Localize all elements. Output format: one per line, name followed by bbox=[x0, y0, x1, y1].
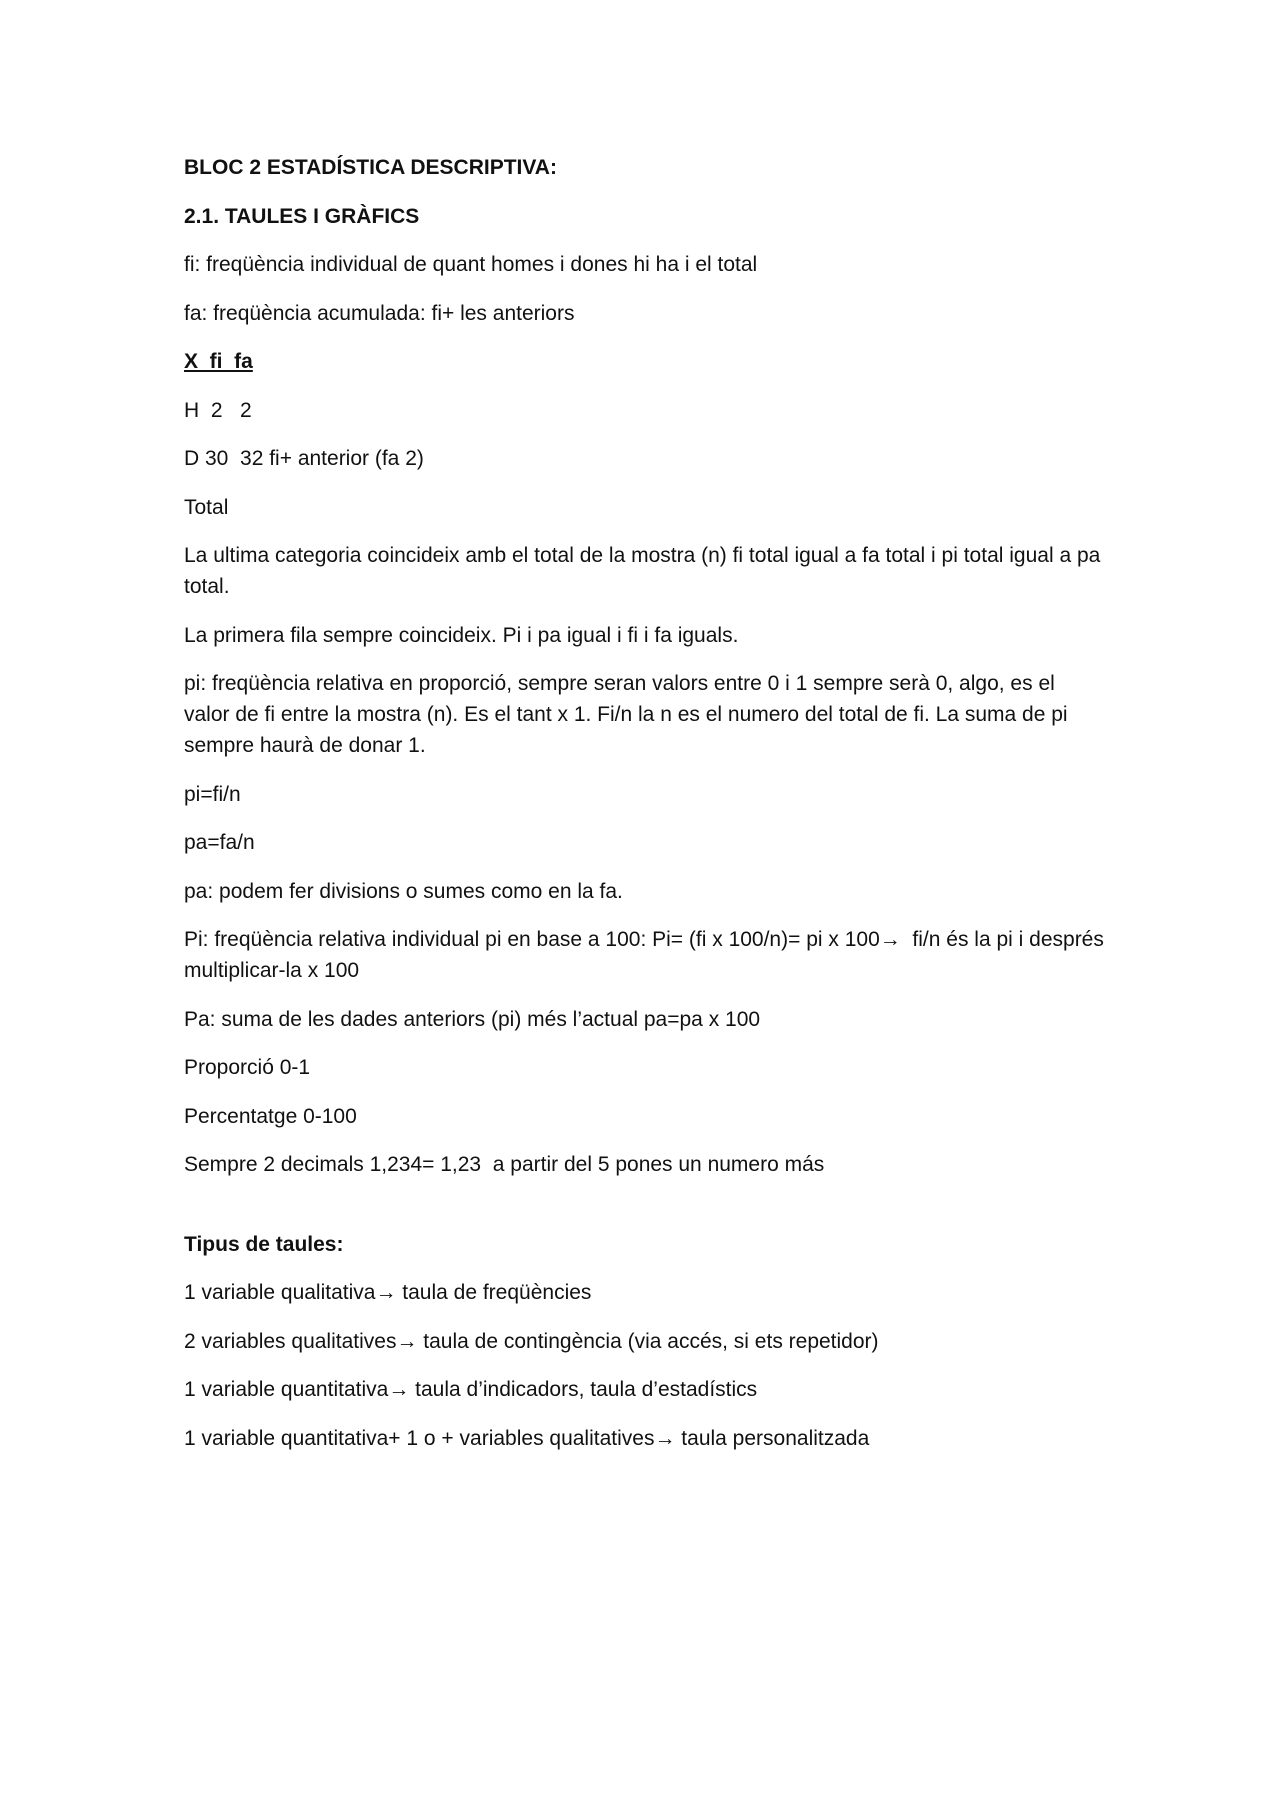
arrow-icon: → bbox=[396, 1329, 418, 1353]
list-item bbox=[184, 1423, 1104, 1454]
list-item-right: taula d’indicadors, taula d’estadístics bbox=[409, 1378, 758, 1401]
paragraph-pi-percent bbox=[184, 924, 1110, 986]
list-item-left: 1 variable quantitativa bbox=[184, 1378, 389, 1401]
list-item bbox=[184, 1326, 1104, 1357]
table-row-total: Total bbox=[184, 495, 229, 519]
paragraph-pa-percent: Pa: suma de les dades anteriors (pi) més l’actual pa=pa x 100 bbox=[184, 1007, 761, 1031]
arrow-icon: → bbox=[388, 1378, 410, 1401]
paragraph-first-row: La primera fila sempre coincideix. Pi i pa igual i fi i fa iguals. bbox=[184, 623, 739, 647]
list-item-right: taula de freqüències bbox=[396, 1281, 592, 1304]
table-row-d: D 30 32 fi+ anterior (fa 2) bbox=[184, 447, 424, 470]
table-row-h: H 2 2 bbox=[184, 398, 252, 422]
list-item-right: taula personalitzada bbox=[675, 1426, 870, 1450]
paragraph-last-category: La ultima categoria coincideix amb el total de la mostra (n) fi total igual a fa total i pi total igual a pa total. bbox=[184, 544, 1107, 598]
paragraph-pa: pa: podem fer divisions o sumes como en la fa. bbox=[184, 879, 623, 903]
arrow-icon: → bbox=[375, 1281, 397, 1304]
paragraph-decimals: Sempre 2 decimals 1,234= 1,23 a partir del 5 pones un numero más bbox=[184, 1153, 825, 1176]
arrow-icon: → bbox=[879, 928, 901, 951]
paragraph-proportion: Proporció 0-1 bbox=[184, 1056, 311, 1079]
pi-percent-continuation: fi/n és la pi i després multiplicar-la x 100 bbox=[184, 928, 1110, 982]
types-heading: Tipus de taules: bbox=[184, 1232, 344, 1256]
formula-pa: pa=fa/n bbox=[184, 831, 255, 854]
list-item-right: taula de contingència (via accés, si ets repetidor) bbox=[417, 1329, 879, 1353]
blank-line bbox=[184, 1198, 1104, 1229]
section-title: 2.1. TAULES I GRÀFICS bbox=[184, 204, 420, 228]
paragraph-fi: fi: freqüència individual de quant homes i dones hi ha i el total bbox=[184, 253, 758, 276]
paragraph-percentage: Percentatge 0-100 bbox=[184, 1104, 357, 1128]
arrow-icon: → bbox=[654, 1426, 676, 1450]
paragraph-pi: pi: freqüència relativa en proporció, sempre seran valors entre 0 i 1 sempre serà 0, algo, es el valor de fi entre la mostra (n). Es el tant x 1. Fi/n la n es el numero del total de fi. La suma de pi sempre haurà de donar 1. bbox=[184, 672, 1074, 757]
document-body bbox=[184, 152, 1110, 1471]
table-header: X fi fa bbox=[184, 350, 253, 373]
list-item bbox=[184, 1374, 1104, 1405]
document-heading: BLOC 2 ESTADÍSTICA DESCRIPTIVA: bbox=[184, 156, 557, 179]
list-item-left: 2 variables qualitatives bbox=[184, 1329, 397, 1353]
formula-pi: pi=fi/n bbox=[184, 782, 241, 806]
list-item-left: 1 variable quantitativa+ 1 o + variables qualitatives bbox=[184, 1426, 655, 1450]
paragraph-fa: fa: freqüència acumulada: fi+ les anteriors bbox=[184, 301, 575, 325]
pi-percent-text: Pi: freqüència relativa individual pi en base a 100: Pi= (fi x 100/n)= pi x 100 bbox=[184, 928, 880, 951]
list-item bbox=[184, 1277, 1104, 1308]
list-item-left: 1 variable qualitativa bbox=[184, 1281, 376, 1304]
